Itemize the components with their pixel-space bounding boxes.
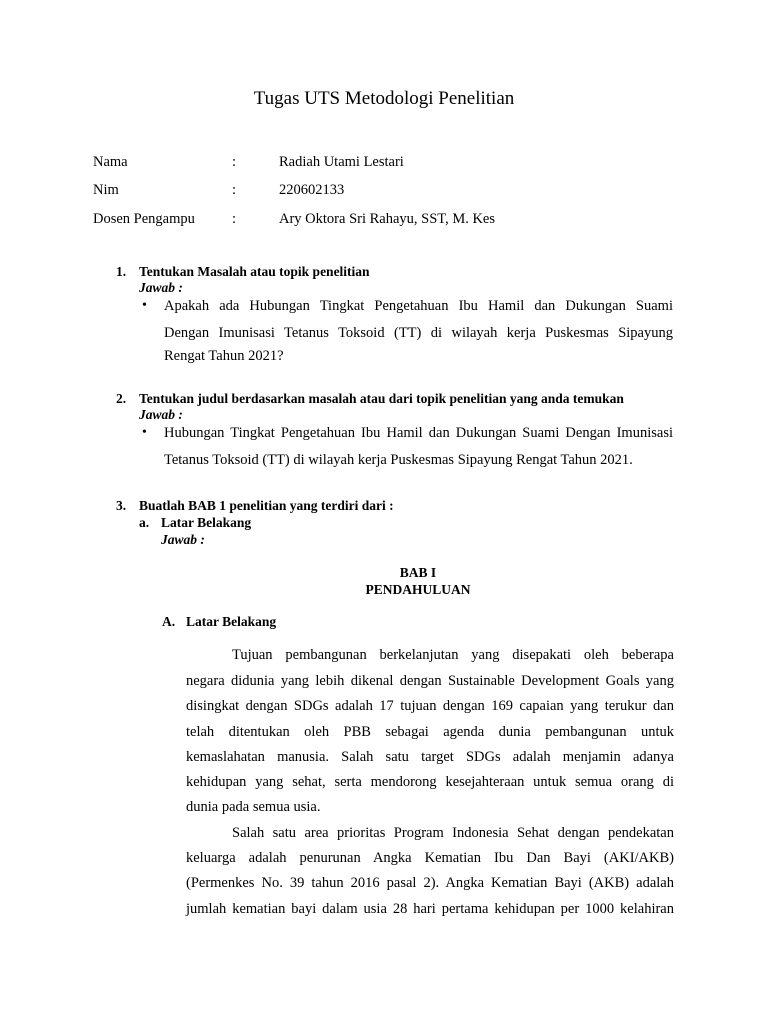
info-colon: : xyxy=(232,182,237,198)
answer-line: Dengan Imunisasi Tetanus Toksoid (TT) di wilayah kerja Puskesmas Sipayung xyxy=(164,325,673,341)
info-label: Nama xyxy=(93,154,128,170)
question-text: Tentukan Masalah atau topik penelitian xyxy=(139,264,370,279)
chapter-subheading: PENDAHULUAN xyxy=(365,582,471,597)
answer-line: Apakah ada Hubungan Tingkat Pengetahuan Ibu Hamil dan Dukungan Suami xyxy=(164,298,673,314)
info-colon: : xyxy=(232,211,237,227)
info-value: Ary Oktora Sri Rahayu, SST, M. Kes xyxy=(279,211,496,227)
paragraph-line: keluarga adalah penurunan Angka Kematian Ibu Dan Bayi (AKI/AKB) xyxy=(186,850,674,866)
paragraph-2 xyxy=(186,825,674,935)
paragraph-line: Salah satu area prioritas Program Indonesia Sehat dengan pendekatan xyxy=(232,825,674,841)
question-number: 3. xyxy=(116,498,127,513)
answer-line: Tetanus Toksoid (TT) di wilayah kerja Puskesmas Sipayung Rengat Tahun 2021. xyxy=(164,452,633,468)
paragraph-line: jumlah kematian bayi dalam usia 28 hari pertama kehidupan per 1000 kelahiran xyxy=(186,901,674,917)
question-text: Tentukan judul berdasarkan masalah atau dari topik penelitian yang anda temukan xyxy=(139,391,624,406)
question-number: 1. xyxy=(116,264,127,279)
sub-text: Latar Belakang xyxy=(161,515,252,530)
answer-2 xyxy=(164,425,673,475)
jawab-label: Jawab : xyxy=(161,532,205,547)
info-row-nama xyxy=(93,154,693,174)
paragraph-line: telah ditentukan oleh PBB sebagai agenda dunia pembangunan untuk xyxy=(186,724,674,740)
jawab-label: Jawab : xyxy=(139,280,183,295)
paragraph-1 xyxy=(186,647,674,827)
info-colon: : xyxy=(232,154,237,170)
info-label: Nim xyxy=(93,182,119,198)
answer-line: Hubungan Tingkat Pengetahuan Ibu Hamil dan Dukungan Suami Dengan Imunisasi xyxy=(164,425,673,441)
info-value: Radiah Utami Lestari xyxy=(279,154,404,170)
paragraph-line: kehidupan yang sehat, serta mendorong kesejahteraan untuk semua orang di xyxy=(186,774,674,790)
info-row-nim xyxy=(93,182,693,202)
chapter-heading: BAB I xyxy=(399,565,437,580)
paragraph-line: kemaslahatan manusia. Salah satu target SDGs adalah menjamin adanya xyxy=(186,749,674,765)
document-title: Tugas UTS Metodologi Penelitian xyxy=(253,88,515,109)
question-number: 2. xyxy=(116,391,127,406)
answer-line: Rengat Tahun 2021? xyxy=(164,348,284,364)
bullet-icon: • xyxy=(142,298,147,313)
info-row-dosen xyxy=(93,211,693,231)
paragraph-line: (Permenkes No. 39 tahun 2016 pasal 2). Angka Kematian Bayi (AKB) adalah xyxy=(186,875,674,891)
paragraph-line: negara didunia yang lebih dikenal dengan Sustainable Development Goals yang xyxy=(186,673,674,689)
section-title: Latar Belakang xyxy=(186,614,277,629)
jawab-label: Jawab : xyxy=(139,407,183,422)
info-value: 220602133 xyxy=(279,182,345,198)
sub-number: a. xyxy=(139,515,150,530)
paragraph-line: disingkat dengan SDGs adalah 17 tujuan dengan 169 capaian yang terukur dan xyxy=(186,698,674,714)
answer-1 xyxy=(164,298,673,378)
question-text: Buatlah BAB 1 penelitian yang terdiri dari : xyxy=(139,498,394,513)
section-number: A. xyxy=(162,614,176,629)
paragraph-line: dunia pada semua usia. xyxy=(186,799,321,815)
info-label: Dosen Pengampu xyxy=(93,211,195,227)
bullet-icon: • xyxy=(142,425,147,440)
paragraph-line: Tujuan pembangunan berkelanjutan yang disepakati oleh beberapa xyxy=(232,647,674,663)
